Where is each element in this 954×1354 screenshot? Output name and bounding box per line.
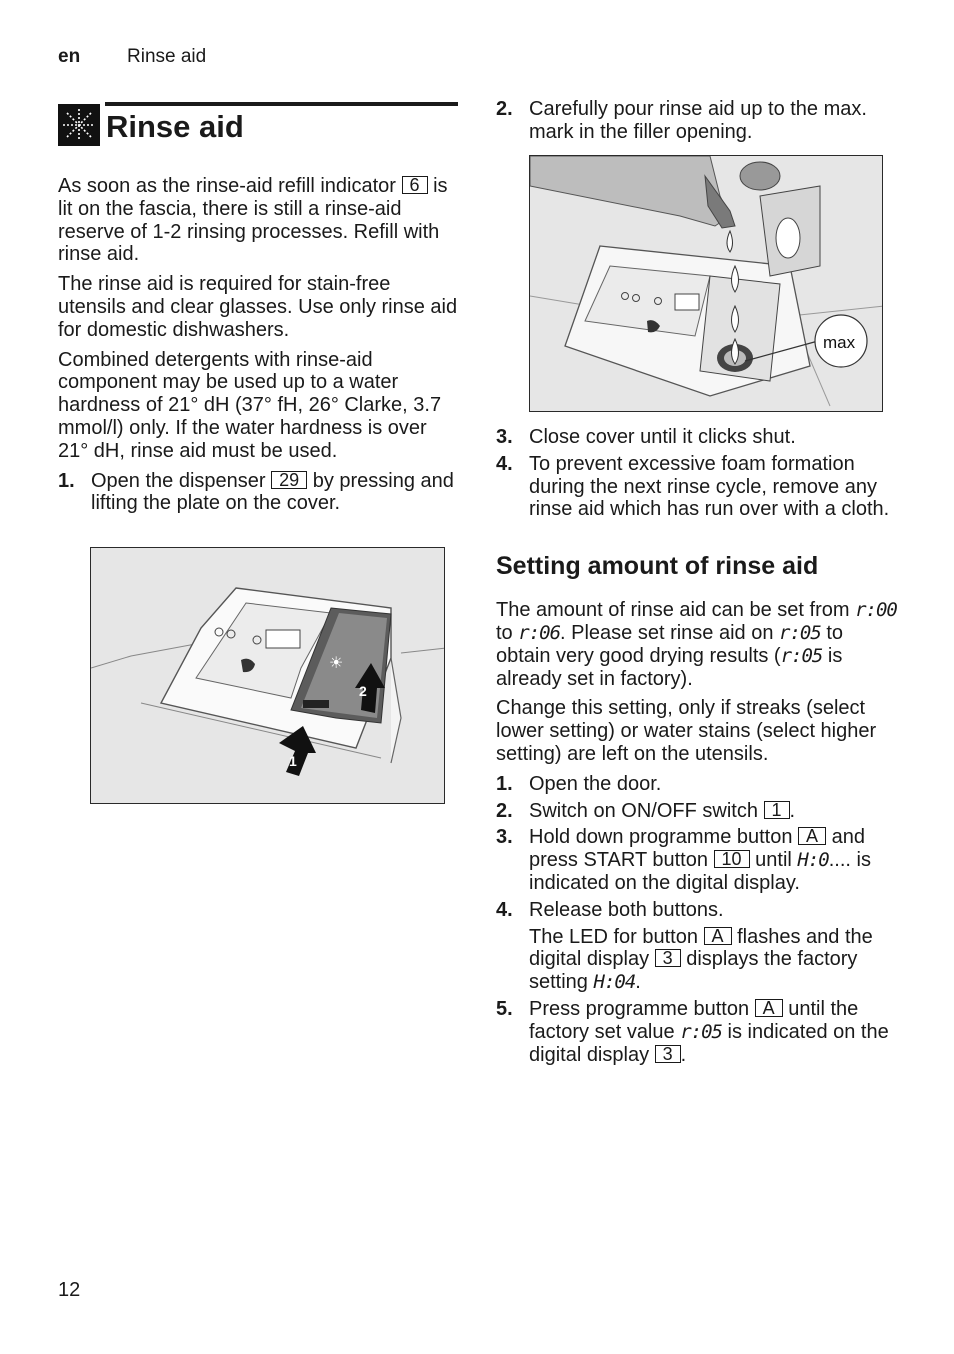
switch-reference-box: 1	[764, 801, 790, 819]
step-pour-rinse-aid: 2. Carefully pour rinse aid up to the max. mark in the filler opening.	[496, 98, 867, 143]
step-release-buttons: 4. Release both buttons. The LED for button A flashes and the digital display 3 displays the factory setting H:04.	[496, 899, 901, 994]
display-reference-box: 3	[655, 1045, 681, 1063]
right-column-top	[496, 98, 901, 148]
button-reference-box: A	[755, 999, 783, 1017]
step-open-dispenser: 1. Open the dispenser 29 by pressing and lifting the plate on the cover.	[58, 469, 454, 515]
step-switch-on: 2. Switch on ON/OFF switch 1 .	[496, 799, 796, 822]
display-reference-box: 3	[655, 949, 681, 967]
step-hold-programme-button: 3. Hold down programme button A and press START button 10 until H:0.... is indicated on the digital display.	[496, 826, 871, 894]
page-number: 12	[58, 1279, 81, 1301]
arrow-1-label: 1	[289, 753, 297, 769]
setting-range-paragraph: The amount of rinse aid can be set from r:00 to r:06. Please set rinse aid on r:05 to obtain very good drying results (r:05 is already set in factory).	[496, 599, 897, 690]
change-setting-paragraph: Change this setting, only if streaks (select lower setting) or water stains (select higher setting) are left on the utensils.	[496, 697, 877, 765]
step-close-cover: 3. Close cover until it clicks shut.	[496, 426, 796, 448]
right-column-bottom	[496, 426, 901, 1070]
step-remove-overflow: 4. To prevent excessive foam formation during the next rinse cycle, remove any rinse aid which has run over with a cloth.	[496, 452, 890, 521]
indicator-reference-box: 6	[402, 176, 428, 194]
display-code: r:05	[779, 621, 821, 644]
button-reference-box: A	[798, 827, 826, 845]
purpose-paragraph: The rinse aid is required for stain-free utensils and clear glasses. Use only rinse aid for domestic dishwashers.	[58, 273, 458, 341]
section-heading-setting-amount: Setting amount of rinse aid	[496, 552, 819, 581]
display-code: r:05	[780, 644, 823, 667]
dispenser-open-illustration	[90, 547, 445, 804]
title-rule	[105, 102, 458, 106]
intro-paragraph: As soon as the rinse-aid refill indicator 6 is lit on the fascia, there is still a rinse-aid reserve of 1-2 rinsing processes. Refill with rinse aid.	[58, 175, 448, 266]
rinse-aid-icon	[58, 104, 100, 146]
display-code: r:05	[680, 1020, 722, 1043]
left-column	[58, 175, 458, 519]
max-mark-label: max	[823, 333, 856, 352]
dispenser-reference-box: 29	[271, 471, 307, 489]
header-section-title: Rinse aid	[127, 46, 207, 67]
display-code: H:0	[797, 849, 829, 872]
display-code: r:06	[518, 621, 561, 644]
svg-text:☀: ☀	[329, 653, 344, 672]
page-title: Rinse aid	[106, 109, 244, 144]
arrow-2-label: 2	[359, 683, 367, 699]
button-reference-box: A	[704, 927, 732, 945]
start-button-reference-box: 10	[714, 850, 750, 868]
display-code: H:04	[593, 971, 636, 994]
step-open-door: 1. Open the door.	[496, 772, 662, 795]
release-result-text: The LED for button A flashes and the digital display 3 displays the factory setting H:04.	[529, 925, 873, 994]
hardness-paragraph: Combined detergents with rinse-aid component may be used up to a water hardness of 21° dH (37° fH, 26° Clarke, 3.7 mmol/l) only. If the water hardness is over 21° dH, rinse aid must be used.	[58, 348, 442, 462]
header-language: en	[58, 46, 81, 67]
step-press-programme-button: 5. Press programme button A until the factory set value r:05 is indicated on the digital display 3 .	[496, 997, 889, 1066]
pour-rinse-aid-illustration	[529, 155, 883, 412]
display-code: r:00	[855, 599, 897, 622]
